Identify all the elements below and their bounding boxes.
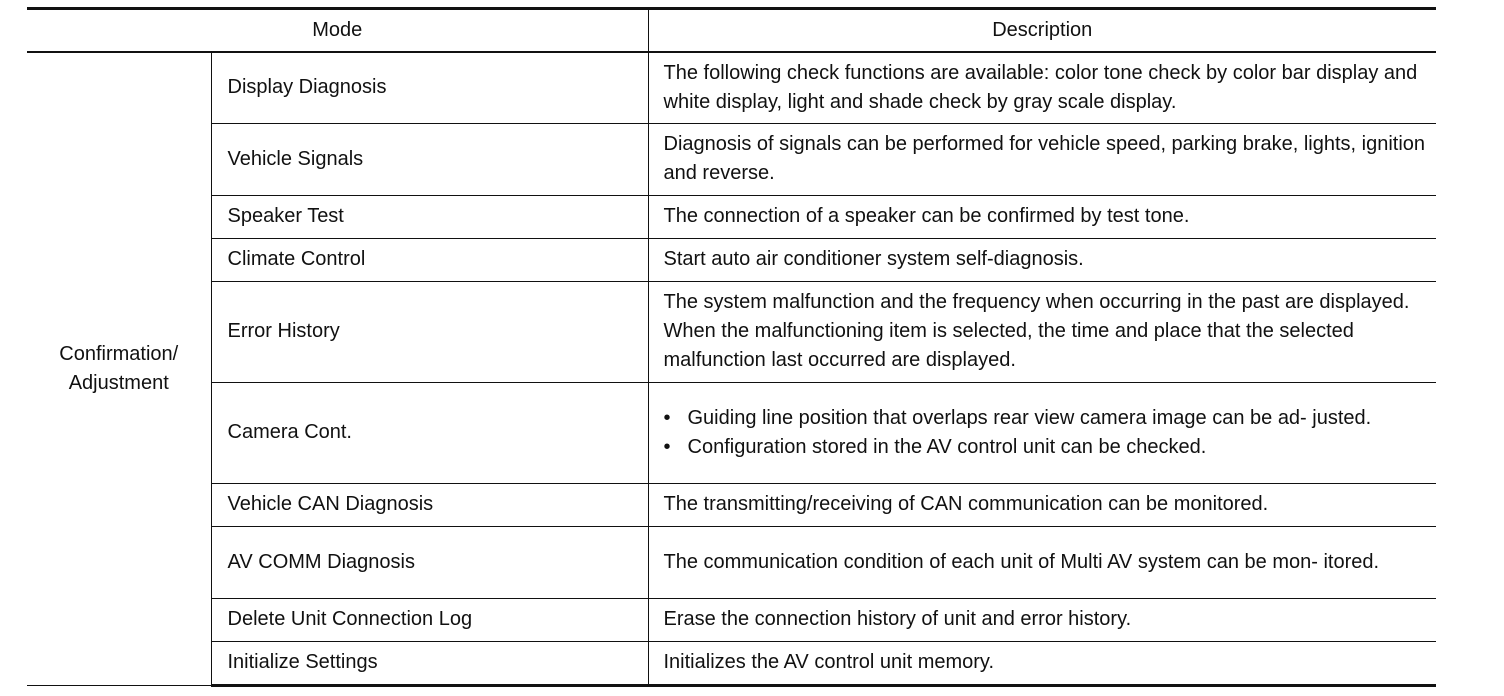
mode-cell: Camera Cont.: [211, 382, 648, 483]
description-cell: The communication condition of each unit of Multi AV system can be mon- itored.: [648, 526, 1436, 598]
bullet-text: Configuration stored in the AV control unit can be checked.: [687, 435, 1207, 458]
bullet-text: Guiding line position that overlaps rear view camera image can be ad- justed.: [687, 406, 1372, 429]
mode-description-table: [27, 7, 1436, 687]
table-row: [27, 526, 1436, 598]
mode-group-label-line1: Confirmation/: [59, 342, 179, 365]
description-cell: Initializes the AV control unit memory.: [648, 641, 1436, 685]
mode-cell: Error History: [211, 281, 648, 382]
bullet-item: [664, 404, 1427, 433]
description-cell: Diagnosis of signals can be performed for vehicle speed, parking brake, lights, ignition and reverse.: [648, 123, 1436, 195]
description-cell: [648, 382, 1436, 483]
mode-cell: Vehicle Signals: [211, 123, 648, 195]
mode-column-header: Mode: [27, 9, 648, 53]
description-cell: The transmitting/receiving of CAN communication can be monitored.: [648, 483, 1436, 526]
mode-cell: Display Diagnosis: [211, 52, 648, 123]
table-row: [27, 641, 1436, 685]
table-row: [27, 195, 1436, 238]
description-cell: Erase the connection history of unit and error history.: [648, 598, 1436, 641]
bullet-icon: •: [663, 435, 671, 458]
mode-group-label-line2: Adjustment: [68, 371, 169, 394]
table-row: [27, 382, 1436, 483]
description-column-header: Description: [648, 9, 1436, 53]
table-row: [27, 123, 1436, 195]
mode-cell: Delete Unit Connection Log: [211, 598, 648, 641]
mode-cell: Speaker Test: [211, 195, 648, 238]
bullet-icon: •: [663, 406, 671, 429]
mode-cell: Climate Control: [211, 238, 648, 281]
table-row: [27, 238, 1436, 281]
mode-group-cell: [27, 52, 211, 685]
bullet-list: [664, 404, 1427, 462]
table-row: [27, 52, 1436, 123]
table-header-row: [27, 9, 1436, 53]
mode-cell: Initialize Settings: [211, 641, 648, 685]
mode-group-label: [27, 340, 211, 398]
table-row: [27, 483, 1436, 526]
description-cell: The following check functions are available: color tone check by color bar display and white display, light and shade check by gray scale display.: [648, 52, 1436, 123]
table-row: [27, 281, 1436, 382]
description-cell: The connection of a speaker can be confirmed by test tone.: [648, 195, 1436, 238]
description-cell: Start auto air conditioner system self-diagnosis.: [648, 238, 1436, 281]
mode-cell: AV COMM Diagnosis: [211, 526, 648, 598]
bullet-item: [664, 433, 1427, 462]
table-row: [27, 598, 1436, 641]
description-cell: The system malfunction and the frequency when occurring in the past are displayed. When the malfunctioning item is selected, the time and place that the selected malfunction last occurred are displayed.: [648, 281, 1436, 382]
mode-cell: Vehicle CAN Diagnosis: [211, 483, 648, 526]
